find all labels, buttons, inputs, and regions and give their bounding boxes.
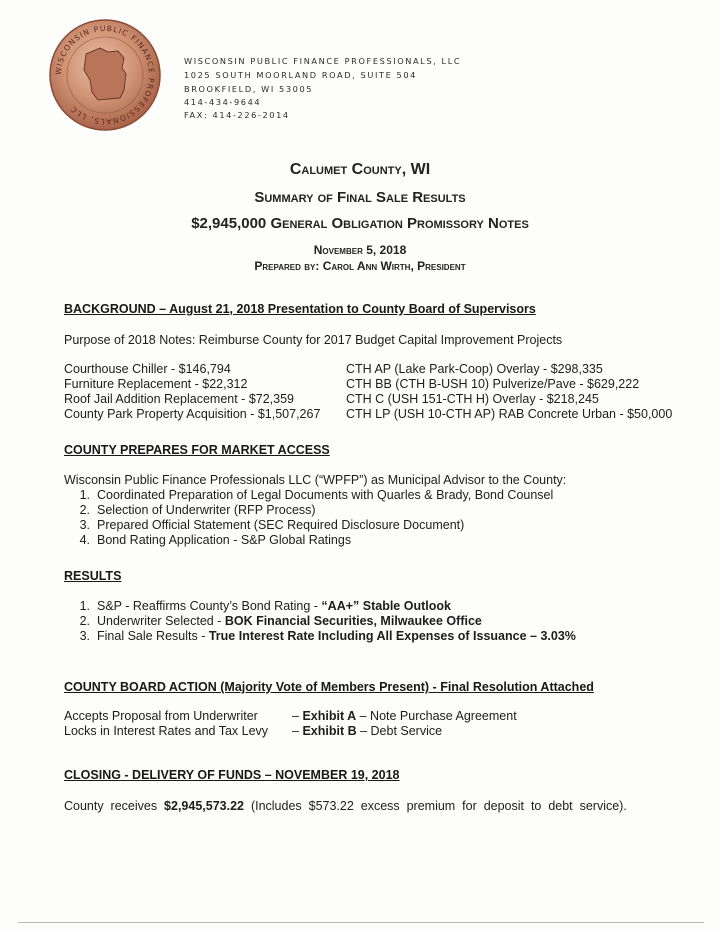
project-left: Roof Jail Addition Replacement - $72,359 — [64, 392, 295, 406]
result-emphasis: “AA+” Stable Outlook — [321, 599, 451, 613]
list-number: 1. — [79, 599, 90, 613]
list-number: 2. — [79, 503, 90, 517]
project-left: County Park Property Acquisition - $1,507,267 — [64, 407, 321, 421]
board-action-right: – Exhibit A – Note Purchase Agreement — [292, 709, 517, 723]
board-heading: COUNTY BOARD ACTION (Majority Vote of Members Present) - Final Resolution Attached — [64, 680, 594, 694]
result-item: S&P - Reaffirms County’s Bond Rating - “AA+” Stable Outlook — [97, 599, 451, 613]
results-heading: RESULTS — [64, 569, 122, 583]
list-number: 3. — [79, 629, 90, 643]
seal-ring-text: WISCONSIN PUBLIC FINANCE PROFESSIONALS, LLC — [53, 23, 157, 127]
closing-amount: $2,945,573.22 — [164, 799, 244, 813]
title-notes: $2,945,000 General Obligation Promissory Notes — [191, 215, 529, 232]
market-item: Coordinated Preparation of Legal Documents with Quarles & Brady, Bond Counsel — [97, 488, 554, 502]
market-item: Selection of Underwriter (RFP Process) — [97, 503, 316, 517]
letterhead-address2: BROOKFIELD, WI 53005 — [184, 84, 314, 94]
market-heading: COUNTY PREPARES FOR MARKET ACCESS — [64, 443, 330, 457]
background-heading: BACKGROUND – August 21, 2018 Presentation to County Board of Supervisors — [64, 302, 536, 316]
market-intro: Wisconsin Public Finance Professionals LLC (“WPFP”) as Municipal Advisor to the County: — [64, 473, 567, 487]
project-left: Furniture Replacement - $22,312 — [64, 377, 248, 391]
project-right: CTH C (USH 151-CTH H) Overlay - $218,245 — [346, 392, 599, 406]
title-summary: Summary of Final Sale Results — [254, 189, 466, 206]
closing-text: County receives $2,945,573.22 (Includes $573.22 excess premium for deposit to debt service). — [64, 799, 627, 813]
market-item: Prepared Official Statement (SEC Required Disclosure Document) — [97, 518, 465, 532]
firm-seal-logo — [48, 18, 162, 132]
list-number: 3. — [79, 518, 90, 532]
letterhead-address1: 1025 SOUTH MOORLAND ROAD, SUITE 504 — [184, 70, 417, 80]
result-emphasis: BOK Financial Securities, Milwaukee Office — [224, 614, 482, 628]
title-prepared-by: Prepared by: Carol Ann Wirth, President — [254, 259, 466, 273]
project-left: Courthouse Chiller - $146,794 — [64, 362, 231, 376]
title-county: Calumet County, WI — [289, 161, 431, 178]
result-item: Underwriter Selected - BOK Financial Securities, Milwaukee Office — [97, 614, 482, 628]
list-number: 1. — [79, 488, 90, 502]
letterhead-phone: 414-434-9644 — [184, 97, 262, 107]
project-right: CTH AP (Lake Park-Coop) Overlay - $298,335 — [346, 362, 603, 376]
result-emphasis: True Interest Rate Including All Expenses of Issuance – 3.03% — [208, 629, 576, 643]
list-number: 2. — [79, 614, 90, 628]
purpose-text: Purpose of 2018 Notes: Reimburse County for 2017 Budget Capital Improvement Projects — [64, 333, 563, 347]
board-action-left: Accepts Proposal from Underwriter — [64, 709, 258, 723]
closing-heading: CLOSING - DELIVERY OF FUNDS – NOVEMBER 19, 2018 — [64, 768, 400, 782]
project-right: CTH BB (CTH B-USH 10) Pulverize/Pave - $629,222 — [346, 377, 640, 391]
title-date: November 5, 2018 — [313, 243, 407, 257]
market-item: Bond Rating Application - S&P Global Ratings — [97, 533, 352, 547]
letterhead-fax: FAX: 414-226-2014 — [184, 110, 290, 120]
board-action-right: – Exhibit B – Debt Service — [292, 724, 443, 738]
letterhead-firm: WISCONSIN PUBLIC FINANCE PROFESSIONALS, LLC — [184, 56, 462, 66]
page-bottom-divider — [18, 922, 704, 923]
board-action-left: Locks in Interest Rates and Tax Levy — [64, 724, 269, 738]
project-right: CTH LP (USH 10-CTH AP) RAB Concrete Urban - $50,000 — [346, 407, 673, 421]
result-item: Final Sale Results - True Interest Rate Including All Expenses of Issuance – 3.03% — [97, 629, 576, 643]
list-number: 4. — [79, 533, 90, 547]
